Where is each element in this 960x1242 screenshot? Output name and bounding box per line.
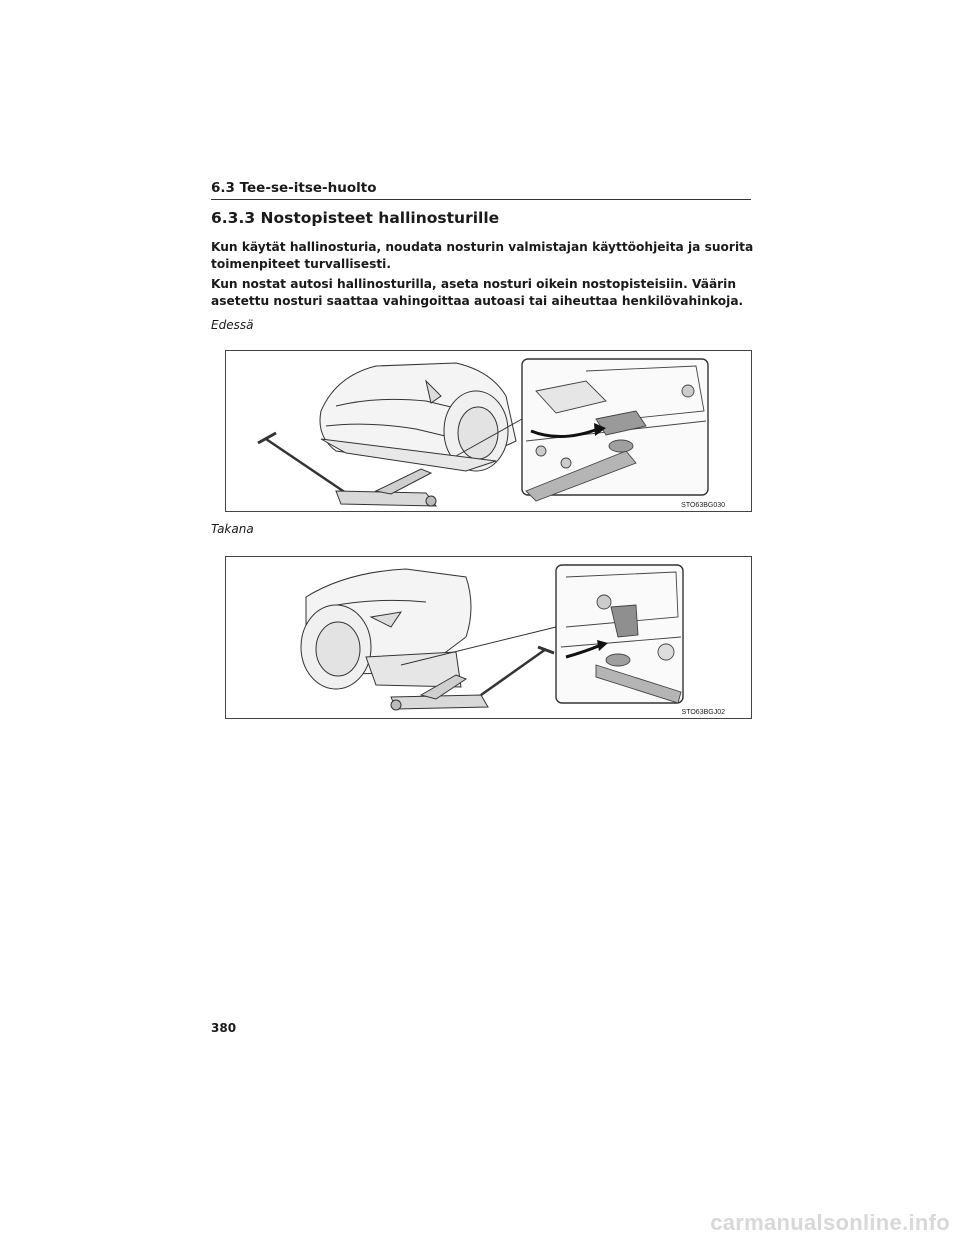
- front-label: Edessä: [211, 318, 254, 332]
- warning-paragraph: Kun nostat autosi hallinosturilla, aseta nosturi oikein nostopisteisiin. Väärin asetettu nosturi saattaa vahingoittaa autoasi tai aiheuttaa henkilövahinkoja.: [211, 277, 744, 308]
- section-header: 6.3 Tee-se-itse-huolto: [211, 180, 751, 200]
- watermark: carmanualsonline.info: [710, 1210, 950, 1235]
- rear-lift-figure: [225, 556, 752, 719]
- rear-jack-illustration: [226, 557, 751, 718]
- front-figure-code: STO63BG030: [681, 502, 725, 509]
- front-lift-figure: [225, 350, 752, 512]
- rear-figure-code: STO63BGJ02: [681, 709, 725, 716]
- intro-paragraph: Kun käytät hallinosturia, noudata nosturin valmistajan käyttöohjeita ja suorita toimenpiteet turvallisesti.: [211, 240, 754, 271]
- rear-label: Takana: [211, 522, 254, 536]
- front-jack-illustration: [226, 351, 751, 511]
- page-number: 380: [211, 1021, 237, 1035]
- page-title: 6.3.3 Nostopisteet hallinosturille: [211, 209, 500, 227]
